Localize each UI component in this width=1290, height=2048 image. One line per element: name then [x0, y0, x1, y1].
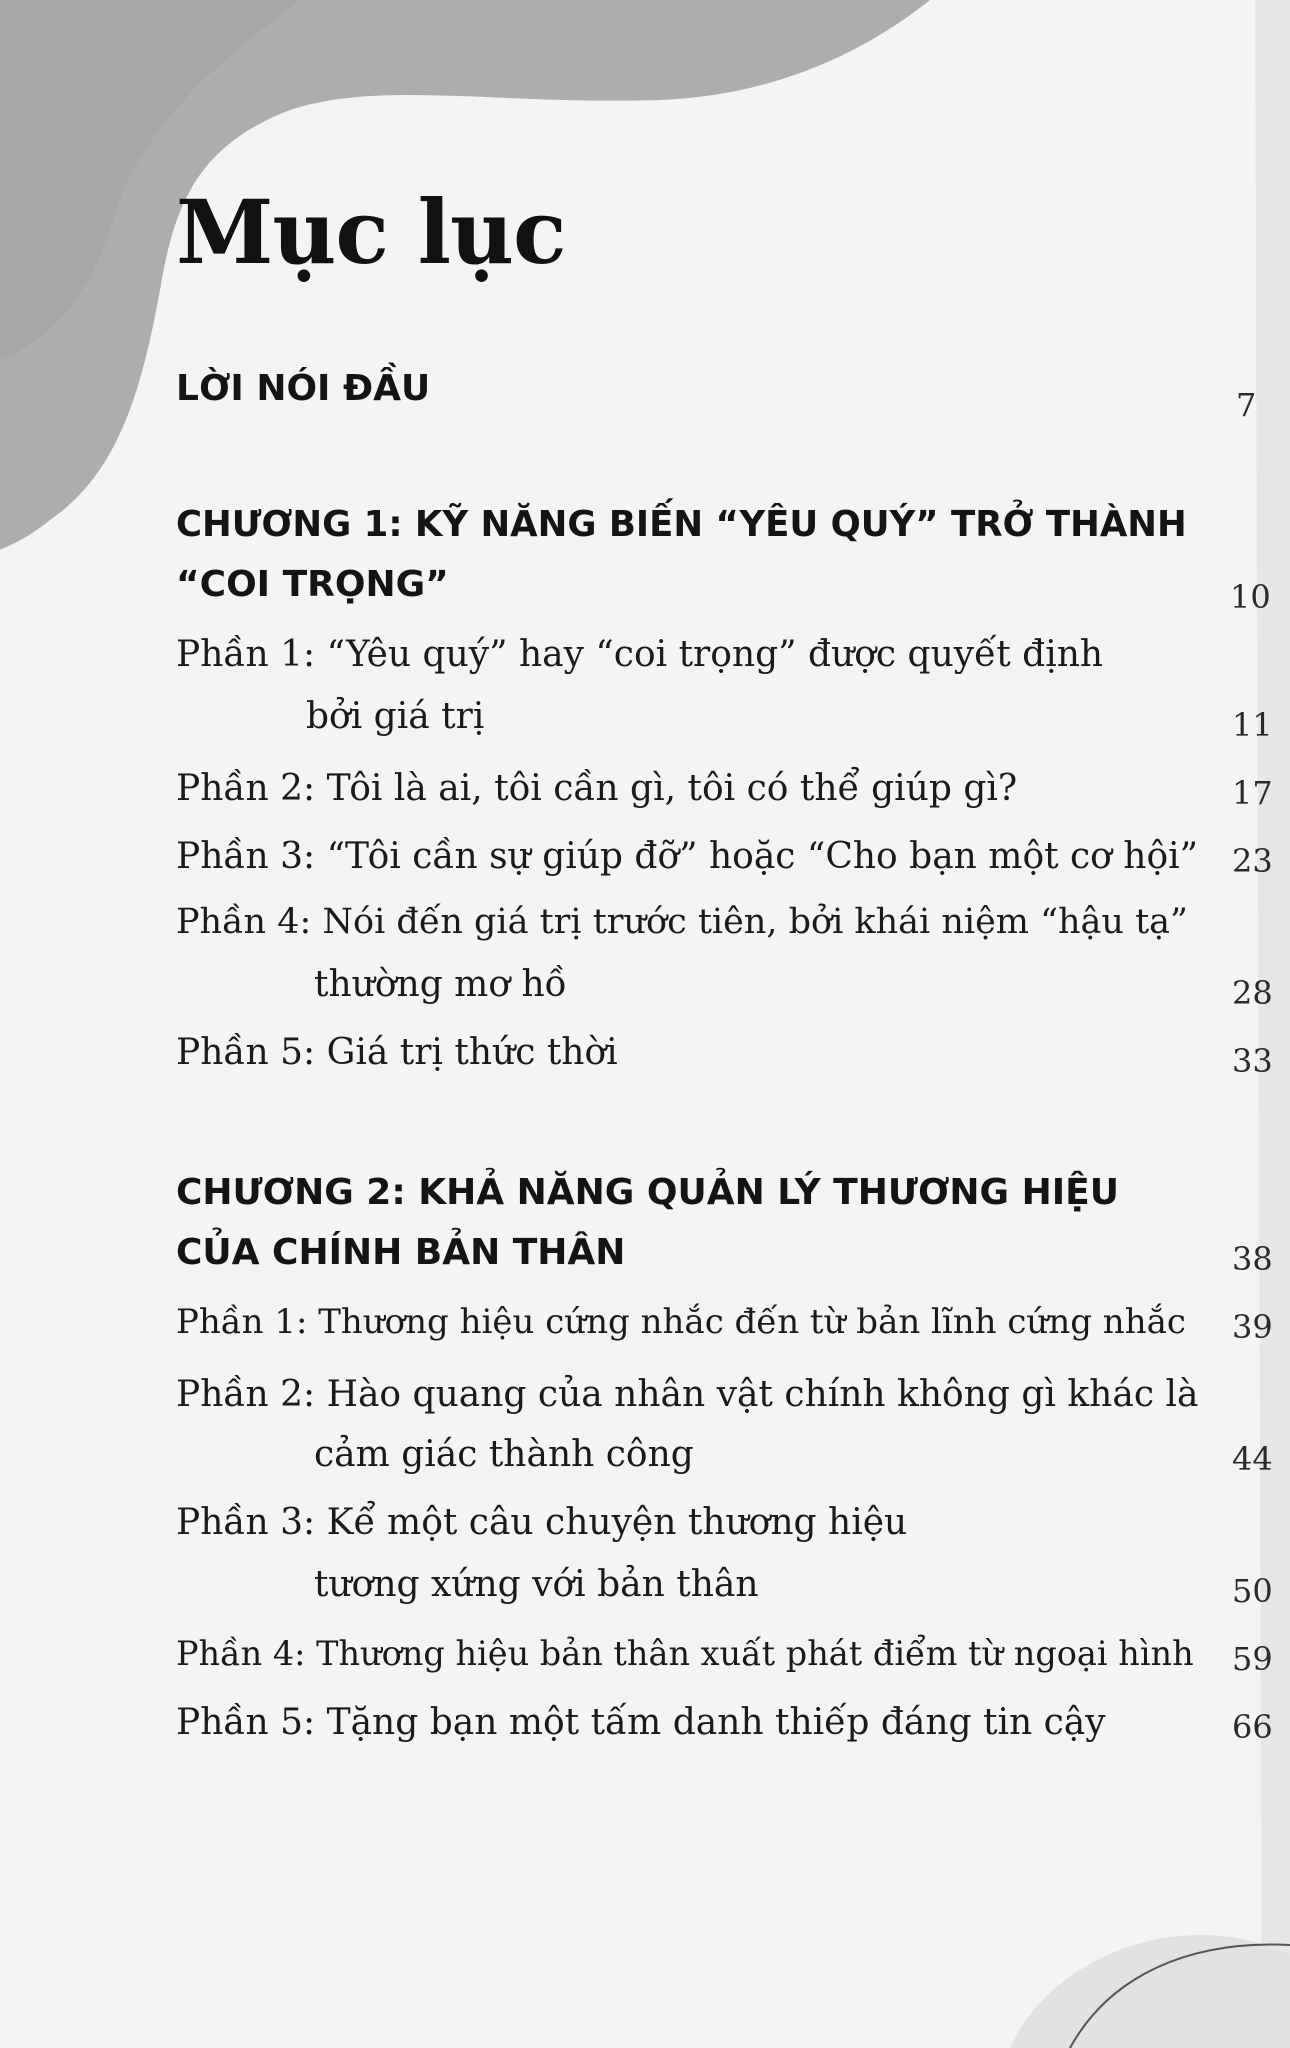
chapter-2-section-2-line-2: cảm giác thành công	[314, 1434, 694, 1475]
chapter-2-section-4-page: 59	[1232, 1640, 1273, 1678]
chapter-2-heading-line-1: CHƯƠNG 2: KHẢ NĂNG QUẢN LÝ THƯƠNG HIỆU	[176, 1172, 1119, 1213]
chapter-1-section-5-page: 33	[1232, 1042, 1273, 1080]
chapter-1-section-2: Phần 2: Tôi là ai, tôi cần gì, tôi có thể giúp gì?	[176, 768, 1018, 809]
chapter-2-section-3-line-2: tương xứng với bản thân	[314, 1564, 759, 1605]
chapter-1-section-1-line-1: Phần 1: “Yêu quý” hay “coi trọng” được quyết định	[176, 634, 1104, 675]
chapter-1-section-2-page: 17	[1232, 774, 1273, 812]
chapter-2-section-3-line-1: Phần 3: Kể một câu chuyện thương hiệu	[176, 1502, 908, 1543]
chapter-2-page-number: 38	[1232, 1240, 1273, 1278]
page-title: Mục lục	[176, 180, 566, 284]
chapter-2-heading-line-2: CỦA CHÍNH BẢN THÂN	[176, 1232, 626, 1273]
chapter-2-section-4: Phần 4: Thương hiệu bản thân xuất phát điểm từ ngoại hình	[176, 1634, 1194, 1673]
chapter-2-section-3-page: 50	[1232, 1572, 1273, 1610]
chapter-1-page-number: 10	[1230, 578, 1271, 616]
chapter-1-section-5: Phần 5: Giá trị thức thời	[176, 1032, 618, 1073]
preface-heading: LỜI NÓI ĐẦU	[176, 368, 431, 409]
chapter-1-section-1-page: 11	[1232, 706, 1273, 744]
chapter-2-section-5-page: 66	[1232, 1708, 1273, 1746]
chapter-1-section-4-page: 28	[1232, 974, 1273, 1012]
chapter-1-section-4-line-1: Phần 4: Nói đến giá trị trước tiên, bởi khái niệm “hậu tạ”	[176, 902, 1188, 942]
chapter-2-section-1-page: 39	[1232, 1308, 1273, 1346]
chapter-2-section-2-page: 44	[1232, 1440, 1273, 1478]
chapter-2-section-2-line-1: Phần 2: Hào quang của nhân vật chính không gì khác là	[176, 1374, 1199, 1415]
chapter-1-section-3: Phần 3: “Tôi cần sự giúp đỡ” hoặc “Cho bạn một cơ hội”	[176, 836, 1199, 877]
chapter-2-section-5: Phần 5: Tặng bạn một tấm danh thiếp đáng tin cậy	[176, 1702, 1106, 1743]
chapter-1-heading-line-1: CHƯƠNG 1: KỸ NĂNG BIẾN “YÊU QUÝ” TRỞ THÀNH	[176, 504, 1187, 545]
preface-page-number: 7	[1236, 386, 1257, 424]
chapter-1-heading-line-2: “COI TRỌNG”	[176, 564, 449, 605]
chapter-2-section-1: Phần 1: Thương hiệu cứng nhắc đến từ bản lĩnh cứng nhắc	[176, 1302, 1186, 1342]
chapter-1-section-4-line-2: thường mơ hồ	[314, 964, 567, 1005]
chapter-1-section-3-page: 23	[1232, 842, 1273, 880]
circle-decoration-filled	[1010, 1935, 1290, 2048]
chapter-1-section-1-line-2: bởi giá trị	[306, 696, 485, 737]
